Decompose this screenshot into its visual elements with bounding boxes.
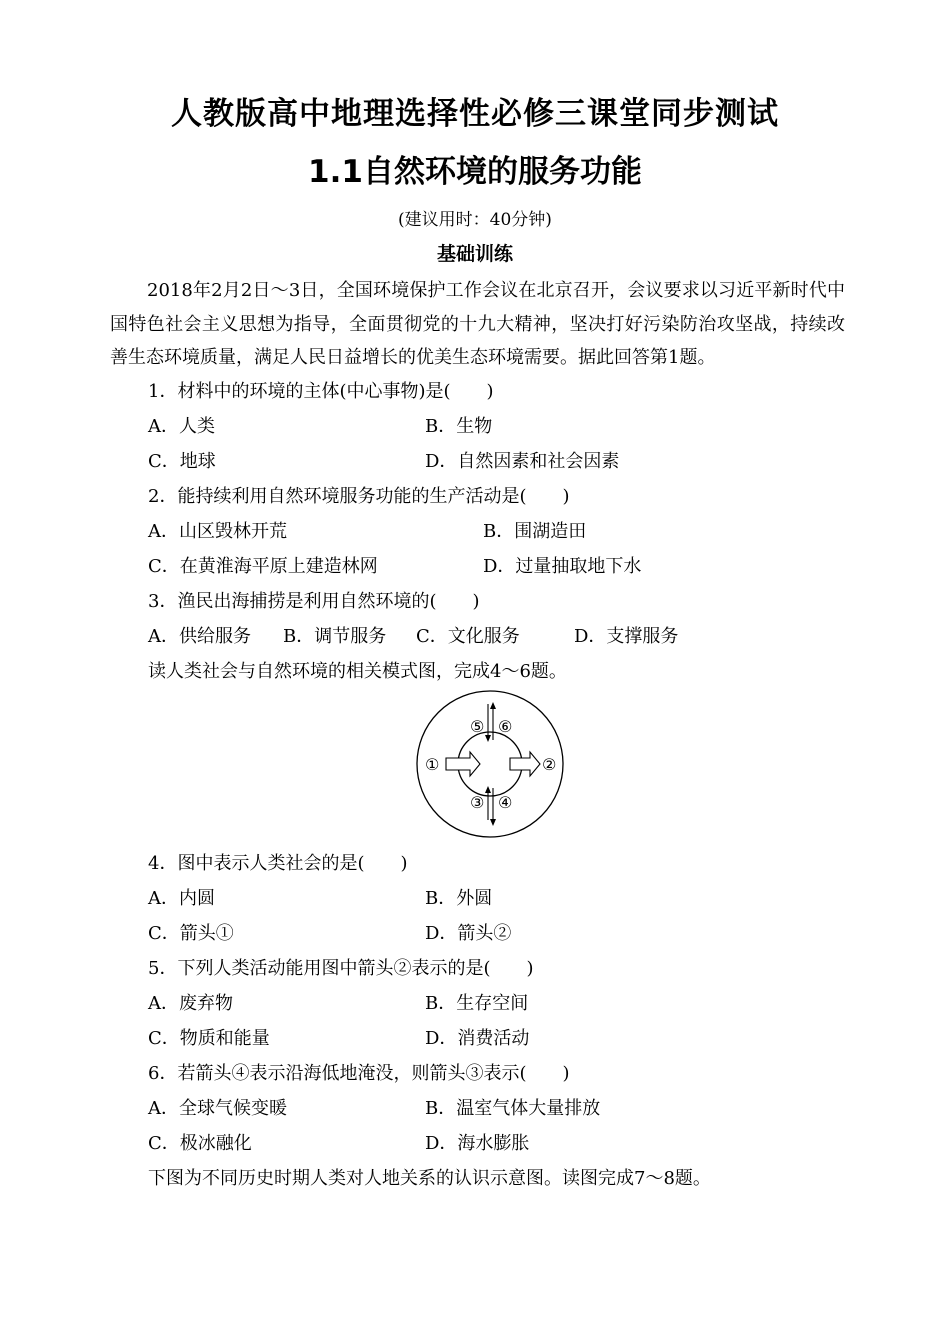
q1-option-c: C．地球	[148, 451, 216, 472]
next-diagram-instruction: 下图为不同历史时期人类对人地关系的认识示意图。读图完成7～8题。	[148, 1168, 711, 1189]
q6-option-b: B．温室气体大量排放	[425, 1098, 601, 1119]
q1-option-d: D．自然因素和社会因素	[425, 451, 620, 472]
q5-stem: 5．下列人类活动能用图中箭头②表示的是( )	[148, 958, 534, 979]
q4-option-d: D．箭头②	[425, 923, 512, 944]
q4-option-a: A．内圆	[148, 888, 215, 909]
label-6: ⑥	[498, 717, 513, 736]
q2-option-c: C．在黄淮海平原上建造林网	[148, 556, 378, 577]
arrow-5-head-icon	[485, 735, 491, 742]
q3-option-c: C．文化服务	[416, 626, 520, 647]
arrow-4-head-icon	[490, 819, 496, 826]
q2-option-a: A．山区毁林开荒	[148, 521, 287, 542]
arrow-1-icon	[446, 752, 480, 776]
q1-option-b: B．生物	[425, 416, 493, 437]
section-heading: 基础训练	[436, 243, 513, 265]
q3-option-a: A．供给服务	[148, 626, 251, 647]
q4-option-c: C．箭头①	[148, 923, 234, 944]
lesson-title: 1.1自然环境的服务功能	[308, 154, 642, 190]
document-title: 人教版高中地理选择性必修三课堂同步测试	[171, 96, 779, 132]
q5-option-a: A．废弃物	[148, 993, 233, 1014]
q4-option-b: B．外圆	[425, 888, 493, 909]
q2-stem: 2．能持续利用自然环境服务功能的生产活动是( )	[148, 486, 570, 507]
diagram-svg	[412, 688, 568, 840]
label-1: ①	[425, 755, 440, 774]
arrow-6-head-icon	[490, 702, 496, 709]
label-2: ②	[542, 755, 557, 774]
q5-option-b: B．生存空间	[425, 993, 529, 1014]
arrow-2-icon	[510, 752, 540, 776]
arrow-3-head-icon	[485, 786, 491, 793]
q6-stem: 6．若箭头④表示沿海低地淹没，则箭头③表示( )	[148, 1063, 570, 1084]
q6-option-a: A．全球气候变暖	[148, 1098, 287, 1119]
label-3: ③	[470, 793, 485, 812]
time-note: (建议用时：40分钟)	[398, 210, 552, 230]
label-5: ⑤	[470, 717, 485, 736]
diagram-instruction: 读人类社会与自然环境的相关模式图，完成4～6题。	[148, 661, 567, 682]
q2-option-b: B．围湖造田	[483, 521, 587, 542]
human-environment-diagram	[412, 688, 568, 840]
q1-option-a: A．人类	[148, 416, 215, 437]
q3-option-d: D．支撑服务	[574, 626, 679, 647]
q4-stem: 4．图中表示人类社会的是( )	[148, 853, 408, 874]
q3-option-b: B．调节服务	[283, 626, 387, 647]
q1-stem: 1．材料中的环境的主体(中心事物)是( )	[148, 381, 494, 402]
label-4: ④	[498, 793, 513, 812]
q3-stem: 3．渔民出海捕捞是利用自然环境的( )	[148, 591, 480, 612]
q2-option-d: D．过量抽取地下水	[483, 556, 642, 577]
q5-option-d: D．消费活动	[425, 1028, 530, 1049]
q6-option-d: D．海水膨胀	[425, 1133, 530, 1154]
q6-option-c: C．极冰融化	[148, 1133, 252, 1154]
q5-option-c: C．物质和能量	[148, 1028, 270, 1049]
intro-paragraph: 2018年2月2日～3日，全国环境保护工作会议在北京召开，会议要求以习近平新时代中国特色社会主义思想为指导，全面贯彻党的十九大精神，坚决打好污染防治攻坚战，持续改善生态环境质量，满足人民日益增长的优美生态环境需要。据此回答第1题。	[110, 280, 845, 368]
